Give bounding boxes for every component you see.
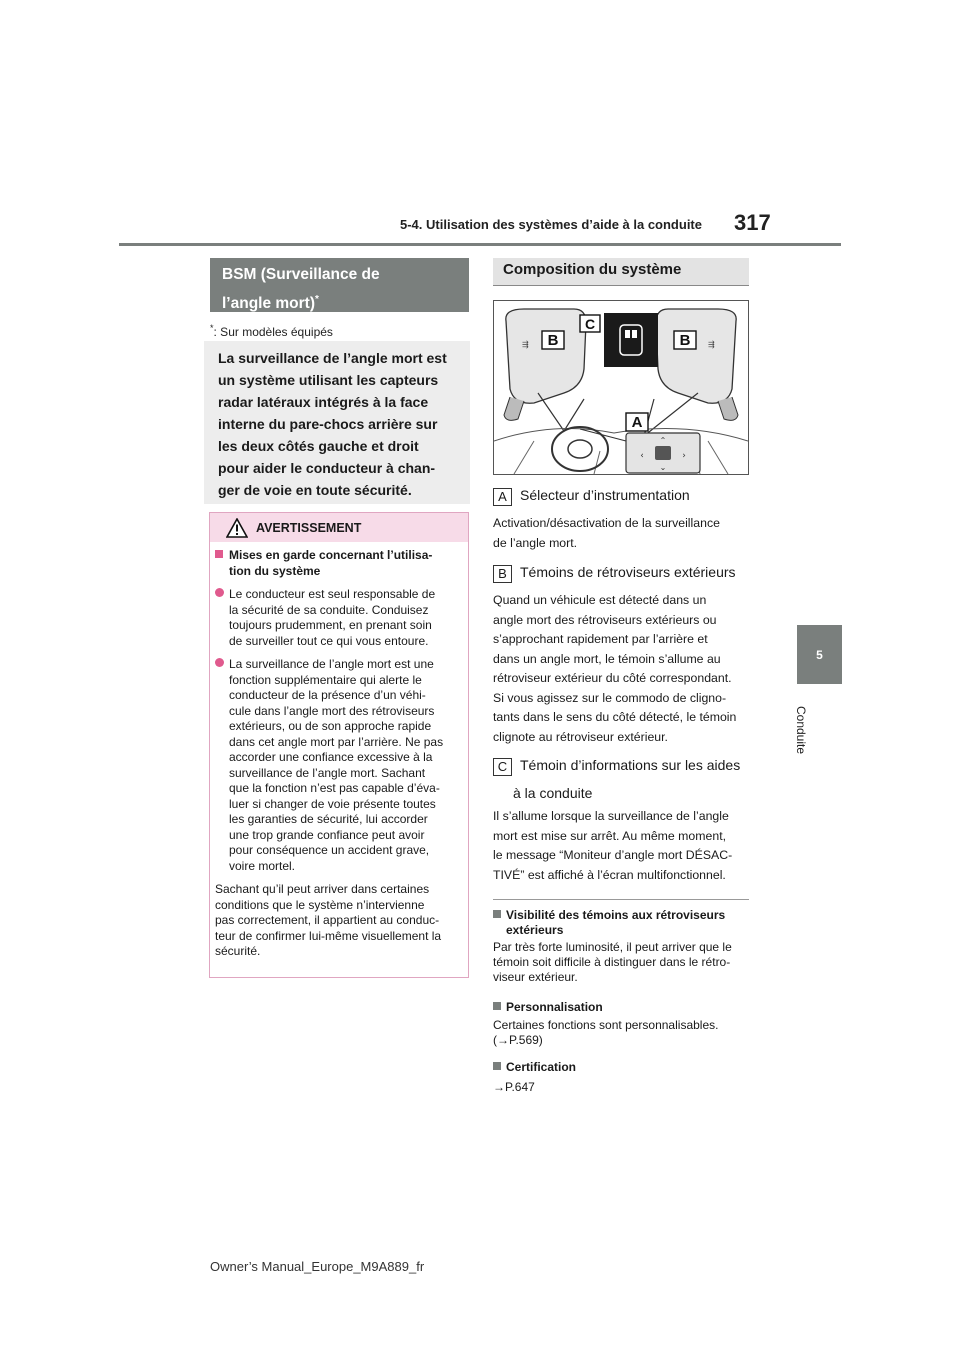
header-rule <box>119 243 841 246</box>
page-reference-link[interactable]: (→P.569) <box>493 1033 543 1047</box>
item-b-text: Quand un véhicule est détecté dans un angle mort des rétroviseurs extérieurs ou s’approchant rapidement par l’arrière et dans un angle mort, le témoin s’allume au rétroviseur extérieur du côté correspondant. Si vous agissez sur le commodo de cligno- tants dans le sens du côté détecté, le témoin clignote au rétroviseur extérieur. <box>493 593 737 744</box>
label-b-left: B <box>547 332 559 349</box>
intro-box <box>204 341 470 504</box>
square-bullet-icon <box>493 910 501 918</box>
section-heading <box>210 258 469 312</box>
svg-text:⌃: ⌃ <box>659 436 667 445</box>
chapter-label-wrap <box>778 690 823 770</box>
warning-bullet-2: La surveillance de l’angle mort est une fonction supplémentaire qui alerte le conducteur de la présence d’un véhi- cule dans l’angle mort des rétroviseurs extérieurs, ou de son approche rapide dans cet angle mort par l’arrière. Ne pas accorder une confiance excessive à la surveillance de l’angle mort. Sachant que la fonction n’est pas capable d’éva- luer si changer de voie présente toutes les garanties de sécurité, lui accorder une trop grande confiance peut avoir pour conséquence un accident grave, voire mortel. <box>215 657 460 874</box>
svg-text:‹: ‹ <box>640 451 644 461</box>
intro-line: pour aider le conducteur à chan- <box>218 460 436 476</box>
intro-line: ger de voie en toute sécurité. <box>218 482 412 498</box>
footnote-asterisk: * <box>210 323 214 333</box>
square-bullet-icon <box>493 1062 501 1070</box>
notes-separator <box>493 899 749 900</box>
intro-line: radar latéraux intégrés à la face <box>218 394 429 410</box>
item-a-text: Activation/désactivation de la surveillance de l’angle mort. <box>493 516 720 550</box>
note-visibility: Visibilité des témoins aux rétroviseurs extérieurs Par très forte luminosité, il peut arriver que le témoin soit difficile à distinguer dans le rétro- viseur extérieur. <box>493 908 732 984</box>
chapter-number: 5 <box>816 647 823 662</box>
chapter-tab <box>797 625 842 684</box>
item-c-text: Il s’allume lorsque la surveillance de l’angle mort est mise sur arrêt. Au même moment, le message “Moniteur d’angle mort DÉSAC- TIVÉ” est affiché à l’écran multifonctionnel. <box>493 809 733 882</box>
item-c-label-2: à la conduite <box>513 785 593 801</box>
key-b: B <box>493 565 512 583</box>
item-a-label: A Sélecteur d’instrumentation <box>493 487 690 506</box>
label-b-right: B <box>679 332 691 349</box>
document-footer: Owner’s Manual_Europe_M9A889_fr <box>210 1259 425 1274</box>
page-number: 317 <box>734 210 771 235</box>
square-bullet-icon <box>493 1002 501 1010</box>
chapter-label: Conduite <box>793 705 808 755</box>
warning-bullet-1: Le conducteur est seul responsable de la sécurité de sa conduite. Conduisez toujours prudemment, en prenant soin de surveiller tout ce qui vous entoure. <box>215 587 460 649</box>
section-title: 5-4. Utilisation des systèmes d’aide à la conduite <box>400 217 702 232</box>
system-illustration <box>493 300 749 475</box>
footnote: *: Sur modèles équipés <box>210 323 333 339</box>
warning-closing: Sachant qu’il peut arriver dans certaines conditions que le système n’intervienne pas correctement, il appartient au conduc- teur de confirmer lui-même visuellement la sécurité. <box>215 882 442 958</box>
item-b-label: B Témoins de rétroviseurs extérieurs <box>493 564 736 583</box>
heading-line-1: BSM (Surveillance de <box>222 266 380 283</box>
svg-text:⇶: ⇶ <box>522 340 529 349</box>
warning-triangle-icon <box>226 518 248 538</box>
warning-subheading: Mises en garde concernant l’utilisa- tion du système <box>215 548 460 579</box>
note-certification: Certification →P.647 <box>493 1060 577 1094</box>
warning-body <box>215 548 460 960</box>
label-a: A <box>631 414 643 431</box>
intro-line: interne du pare-chocs arrière sur <box>218 416 438 432</box>
svg-text:⇶: ⇶ <box>708 340 715 349</box>
cockpit-illustration <box>494 301 748 474</box>
svg-text:⌄: ⌄ <box>659 463 667 472</box>
svg-text:›: › <box>682 451 686 461</box>
round-bullet-icon <box>215 658 224 667</box>
label-c: C <box>584 316 596 332</box>
round-bullet-icon <box>215 588 224 597</box>
key-a: A <box>493 488 512 506</box>
page-reference-link[interactable]: →P.647 <box>493 1080 535 1094</box>
key-c: C <box>493 758 512 776</box>
intro-line: les deux côtés gauche et droit <box>218 438 419 454</box>
note-customization: Personnalisation Certaines fonctions sont personnalisables. (→P.569) <box>493 1000 719 1047</box>
heading-asterisk: * <box>315 294 319 305</box>
composition-heading: Composition du système <box>493 258 749 286</box>
item-c-label: C Témoin d’informations sur les aides <box>493 757 740 776</box>
heading-line-2: l’angle mort)* <box>222 294 319 313</box>
square-bullet-icon <box>215 550 223 558</box>
warning-title: AVERTISSEMENT <box>256 521 362 535</box>
intro-line: un système utilisant les capteurs <box>218 372 439 388</box>
intro-line: La surveillance de l’angle mort est <box>218 350 447 366</box>
